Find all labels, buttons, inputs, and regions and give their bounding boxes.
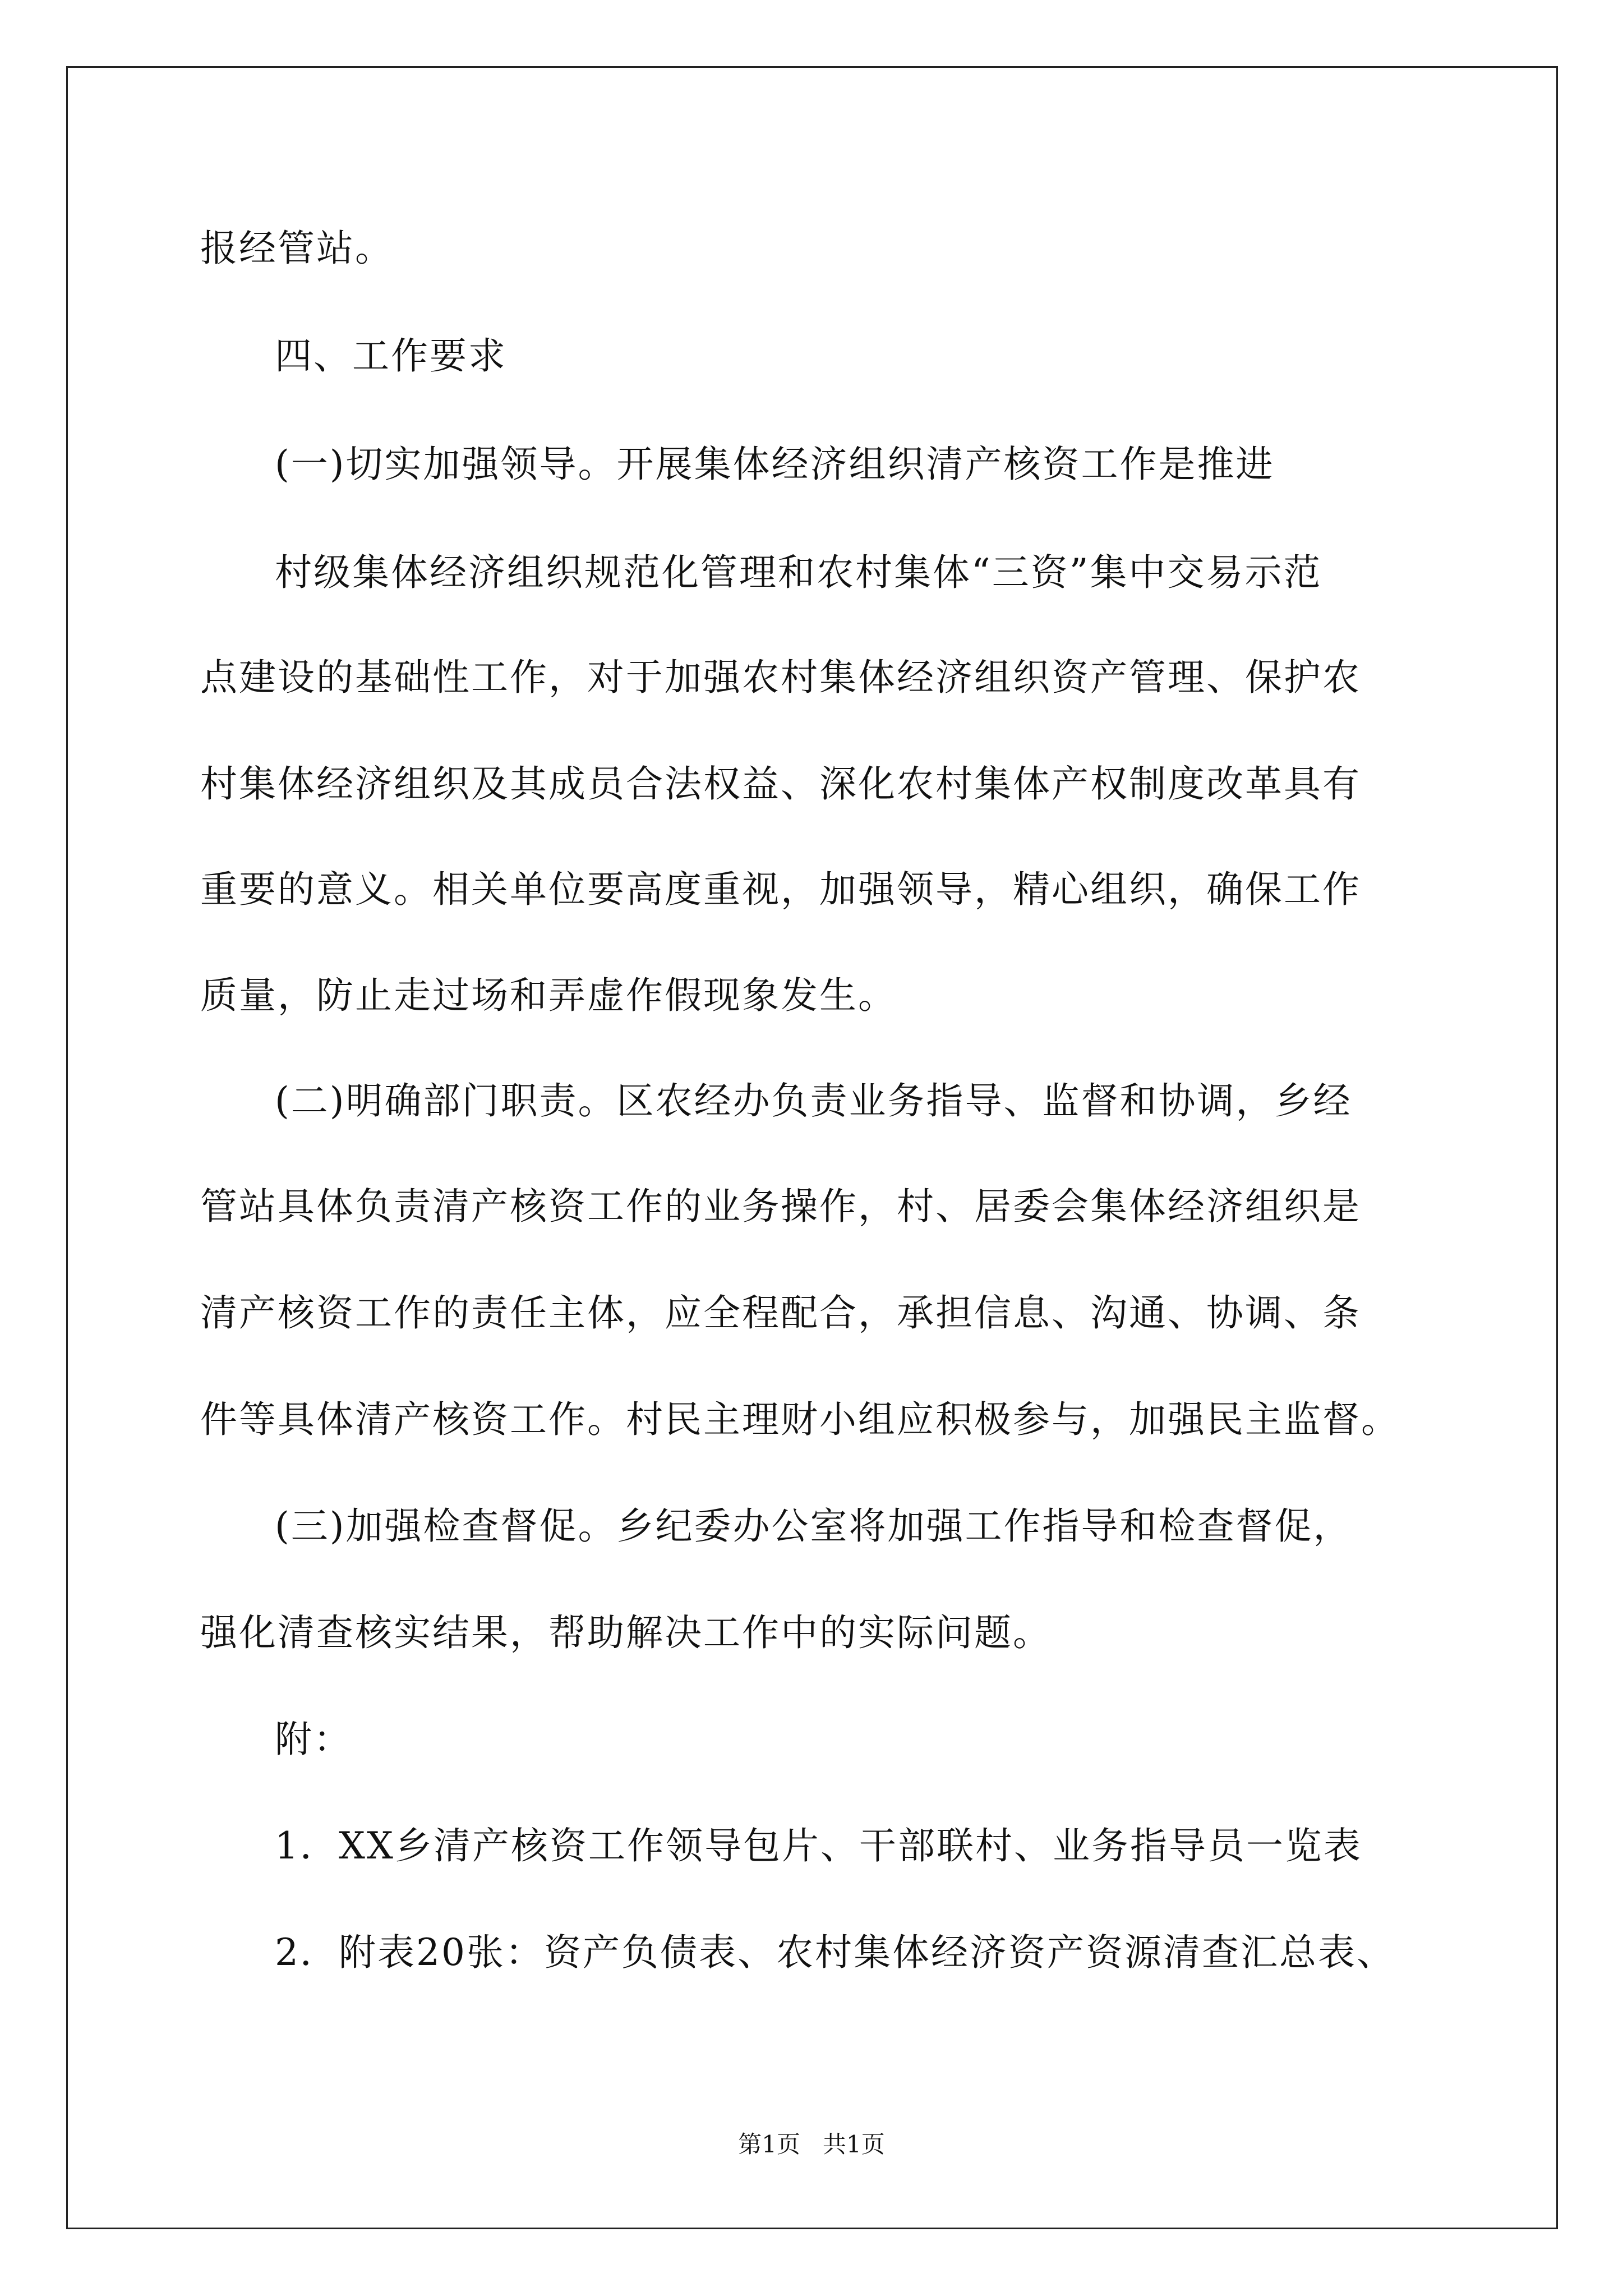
text-line: 质量，防止走过场和弄虚作假现象发生。 bbox=[200, 974, 897, 1017]
page-footer: 第1页 共1页 bbox=[738, 2131, 885, 2158]
section-heading: 四、工作要求 bbox=[275, 334, 507, 378]
list-item: 1．XX乡清产核资工作领导包片、干部联村、业务指导员一览表 bbox=[275, 1824, 1362, 1867]
text-line: (三)加强检查督促。乡纪委办公室将加强工作指导和检查督促， bbox=[275, 1504, 1352, 1548]
text-line: 件等具体清产核资工作。村民主理财小组应积极参与，加强民主监督。 bbox=[200, 1398, 1400, 1441]
text-line: 强化清查核实结果，帮助解决工作中的实际问题。 bbox=[200, 1611, 1052, 1654]
list-item: 2．附表20张：资产负债表、农村集体经济资产资源清查汇总表、 bbox=[275, 1931, 1395, 1974]
text-line: 重要的意义。相关单位要高度重视，加强领导，精心组织，确保工作 bbox=[200, 868, 1361, 911]
text-line: 清产核资工作的责任主体，应全程配合，承担信息、沟通、协调、条 bbox=[200, 1291, 1361, 1335]
text-line: 点建设的基础性工作，对于加强农村集体经济组织资产管理、保护农 bbox=[200, 656, 1361, 699]
text-line: 村级集体经济组织规范化管理和农村集体“三资”集中交易示范 bbox=[275, 551, 1322, 594]
text-line: 管站具体负责清产核资工作的业务操作，村、居委会集体经济组织是 bbox=[200, 1185, 1361, 1228]
text-line: (一)切实加强领导。开展集体经济组织清产核资工作是推进 bbox=[275, 443, 1275, 486]
text-line: 村集体经济组织及其成员合法权益、深化农村集体产权制度改革具有 bbox=[200, 762, 1361, 806]
text-line: (二)明确部门职责。区农经办负责业务指导、监督和协调，乡经 bbox=[275, 1079, 1352, 1122]
page-border bbox=[66, 66, 1558, 2229]
text-line: 报经管站。 bbox=[200, 227, 394, 270]
text-line: 附： bbox=[275, 1718, 352, 1761]
